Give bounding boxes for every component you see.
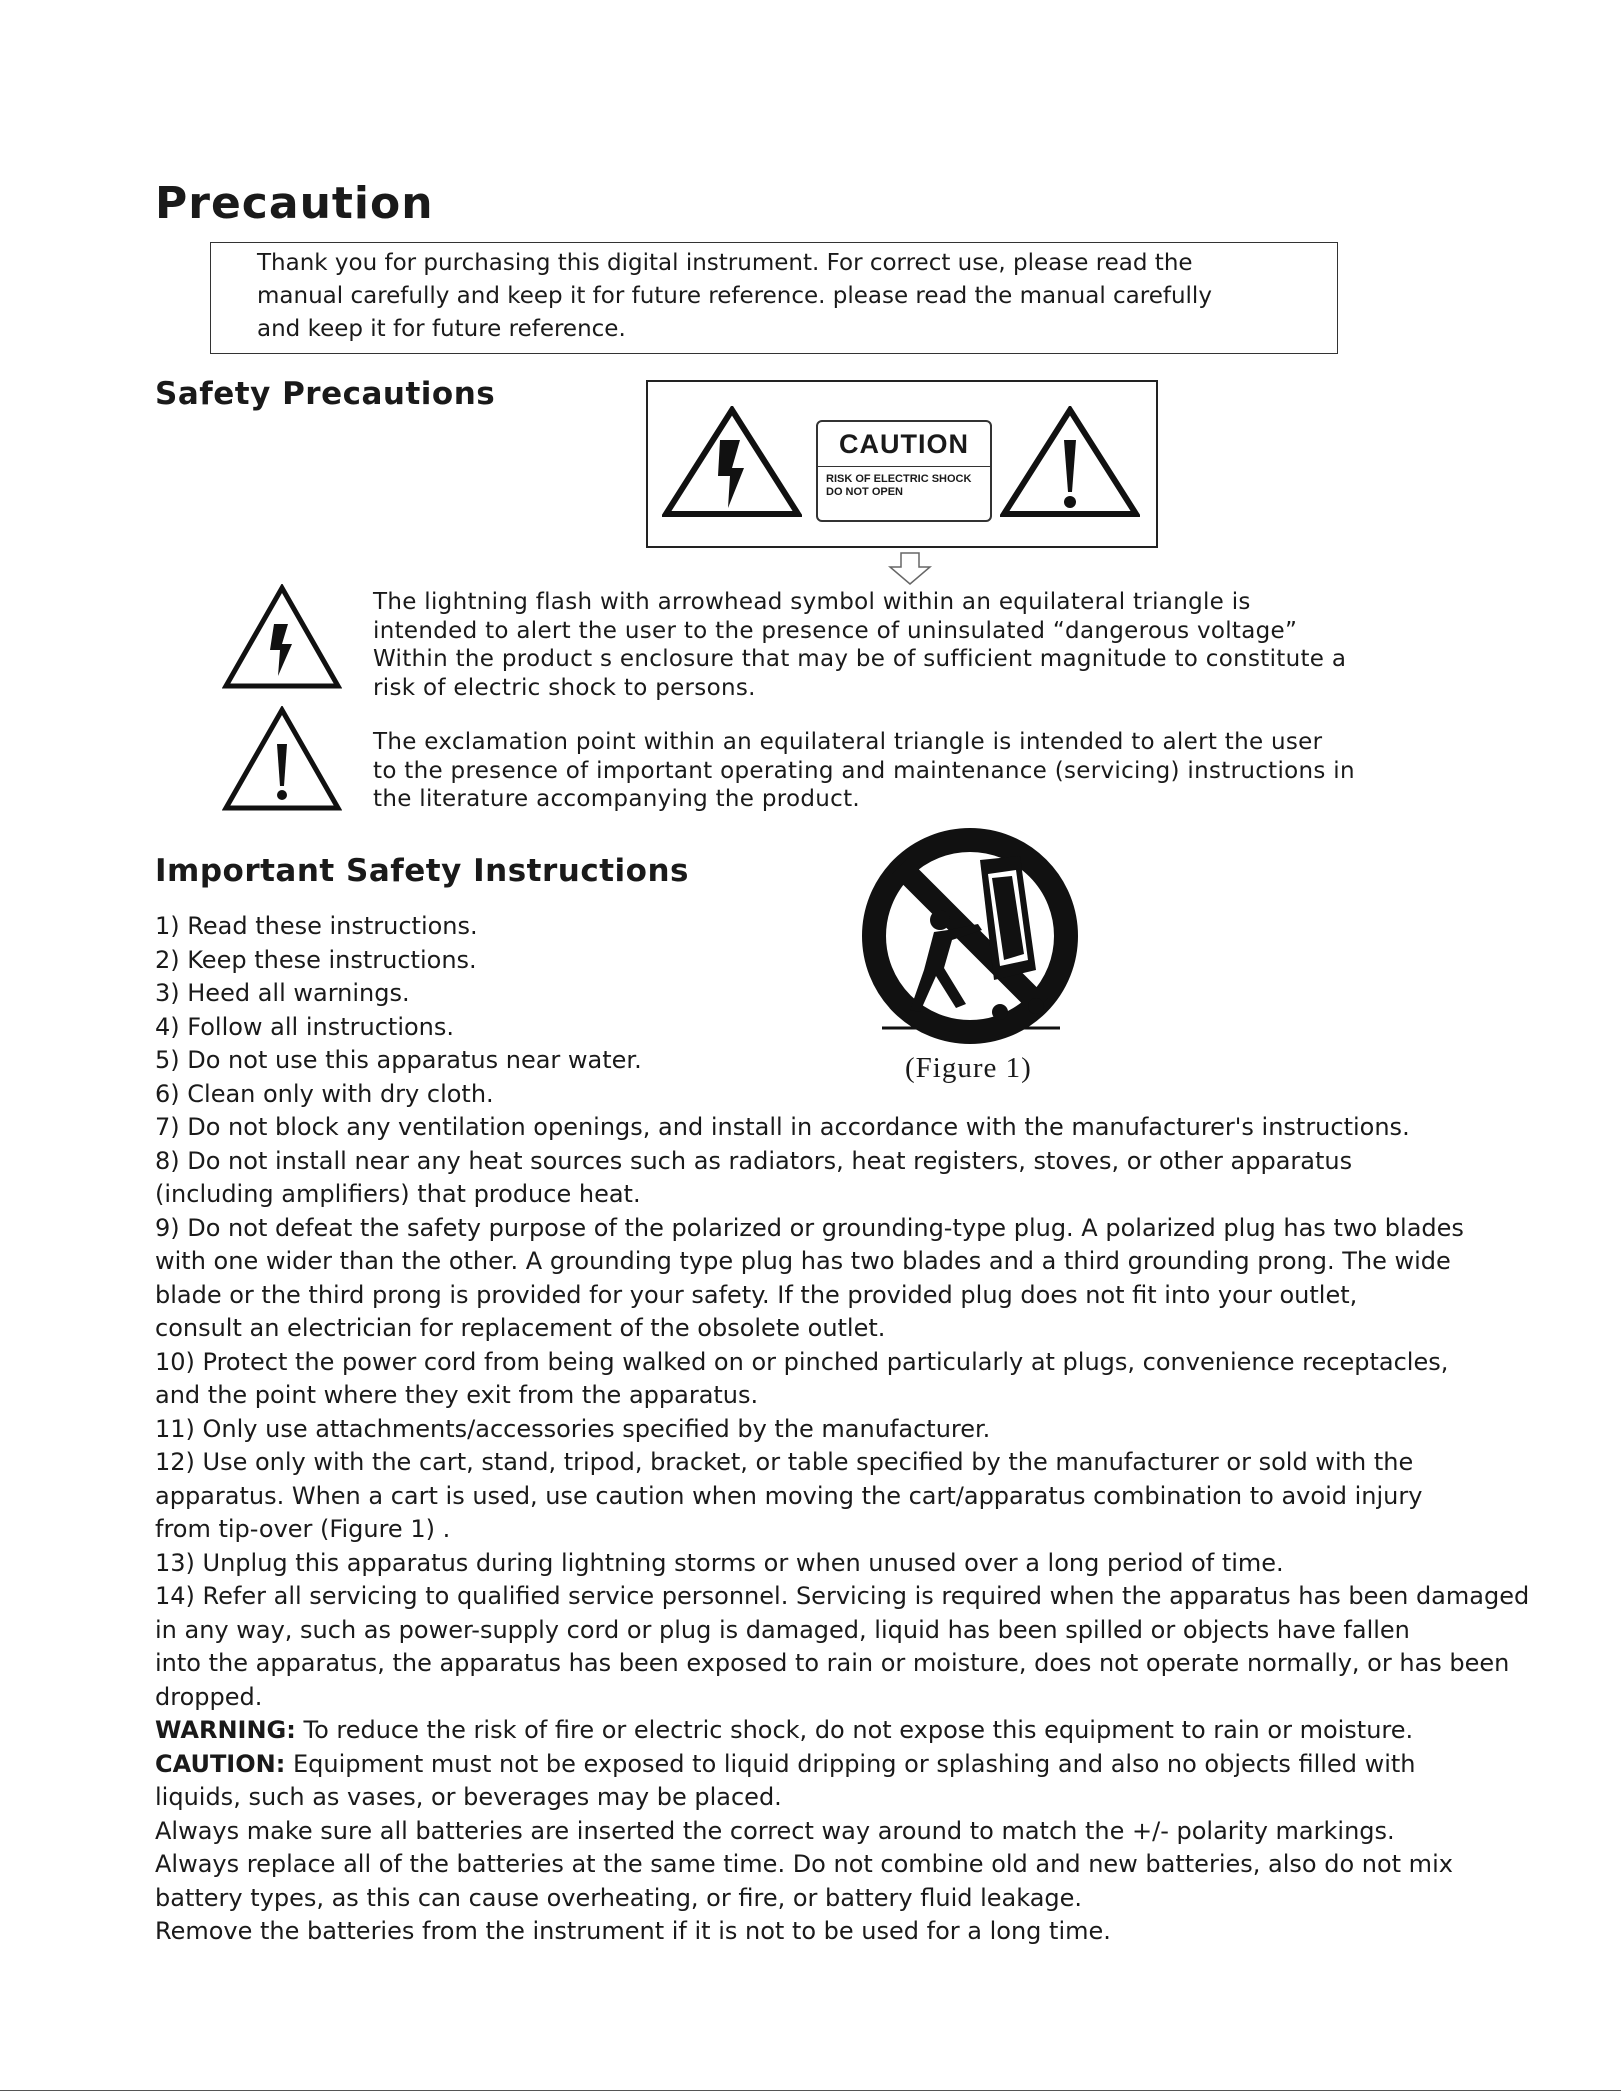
intro-line: Thank you for purchasing this digital instrument. For correct use, please read the — [257, 250, 1193, 276]
instruction-line: consult an electrician for replacement of the obsolete outlet. — [155, 1314, 886, 1342]
desc-line: The exclamation point within an equilateral triangle is intended to alert the user — [373, 729, 1323, 755]
instruction-line: 5) Do not use this apparatus near water. — [155, 1046, 642, 1074]
instruction-line: 4) Follow all instructions. — [155, 1012, 455, 1041]
lightning-triangle-icon — [222, 584, 342, 690]
instruction-line: and the point where they exit from the apparatus. — [155, 1381, 759, 1409]
desc-line: risk of electric shock to persons. — [373, 674, 756, 701]
instruction-line: 9) Do not defeat the safety purpose of the polarized or grounding-type plug. A polarized plug has two blades — [155, 1213, 1464, 1242]
exclamation-warning-icon — [1000, 406, 1140, 518]
caution-label — [816, 420, 992, 522]
instruction-line: 13) Unplug this apparatus during lightning storms or when unused over a long period of time. — [155, 1548, 1284, 1577]
instruction-line: in any way, such as power-supply cord or plug is damaged, liquid has been spilled or objects have fallen — [155, 1615, 1410, 1644]
instruction-line: 6) Clean only with dry cloth. — [155, 1079, 494, 1108]
lightning-description — [373, 588, 1346, 702]
instruction-line: (including amplifiers) that produce heat. — [155, 1180, 641, 1208]
safety-instructions-list — [155, 910, 1529, 1949]
instruction-line: 7) Do not block any ventilation openings, and install in accordance with the manufacturer's instructions. — [155, 1113, 1410, 1141]
warning-line — [155, 1714, 1529, 1748]
warning-label: WARNING: — [155, 1716, 296, 1744]
instruction-line: from tip-over (Figure 1) . — [155, 1515, 451, 1543]
instruction-line: 1) Read these instructions. — [155, 912, 478, 940]
safety-precautions-heading: Safety Precautions — [155, 376, 496, 412]
instruction-line: 12) Use only with the cart, stand, tripod, bracket, or table specified by the manufacturer or sold with the — [155, 1448, 1414, 1476]
caution-text-label: CAUTION: — [155, 1749, 286, 1778]
down-arrow-icon — [888, 552, 932, 586]
exclamation-description — [373, 728, 1355, 814]
battery-line: Remove the batteries from the instrument if it is not to be used for a long time. — [155, 1917, 1111, 1945]
figure-caption: (Figure 1) — [905, 1052, 1032, 1084]
desc-line: intended to alert the user to the presence of uninsulated “dangerous voltage” — [373, 617, 1298, 644]
exclamation-triangle-icon — [222, 706, 342, 812]
instruction-line: 8) Do not install near any heat sources such as radiators, heat registers, stoves, or other apparatus — [155, 1146, 1353, 1175]
intro-line: and keep it for future reference. — [257, 316, 626, 342]
desc-line: to the presence of important operating and maintenance (servicing) instructions in — [373, 757, 1355, 784]
desc-line: Within the product s enclosure that may be of sufficient magnitude to constitute a — [373, 646, 1347, 672]
desc-line: the literature accompanying the product. — [373, 786, 861, 812]
caution-line — [155, 1748, 1529, 1782]
caution-text: Equipment must not be exposed to liquid dripping or splashing and also no objects filled with — [285, 1749, 1416, 1778]
instruction-line: 3) Heed all warnings. — [155, 979, 410, 1007]
battery-line: Always replace all of the batteries at the same time. Do not combine old and new batteries, also do not mix — [155, 1850, 1453, 1878]
caution-title: CAUTION — [818, 422, 990, 467]
instruction-line: 14) Refer all servicing to qualified service personnel. Servicing is required when the apparatus has been damaged — [155, 1582, 1530, 1610]
caution-label-box — [646, 380, 1158, 548]
desc-line: The lightning flash with arrowhead symbol within an equilateral triangle is — [373, 589, 1251, 615]
warning-text: To reduce the risk of fire or electric shock, do not expose this equipment to rain or moisture. — [295, 1716, 1414, 1744]
caution-line-2: liquids, such as vases, or beverages may be placed. — [155, 1783, 782, 1811]
instruction-line: dropped. — [155, 1682, 263, 1711]
instruction-line: 2) Keep these instructions. — [155, 945, 477, 974]
page-title: Precaution — [155, 178, 434, 229]
battery-line: battery types, as this can cause overheating, or fire, or battery fluid leakage. — [155, 1883, 1083, 1912]
instruction-line: apparatus. When a cart is used, use caution when moving the cart/apparatus combination to avoid injury — [155, 1481, 1423, 1510]
instruction-line: 10) Protect the power cord from being walked on or pinched particularly at plugs, convenience receptacles, — [155, 1347, 1449, 1376]
instruction-line: with one wider than the other. A grounding type plug has two blades and a third grounding prong. The wide — [155, 1247, 1451, 1275]
instruction-line: into the apparatus, the apparatus has been exposed to rain or moisture, does not operate normally, or has been — [155, 1649, 1510, 1677]
instruction-line: blade or the third prong is provided for your safety. If the provided plug does not fit into your outlet, — [155, 1280, 1358, 1309]
intro-line: manual carefully and keep it for future reference. please read the manual carefully — [257, 283, 1212, 309]
instruction-line: 11) Only use attachments/accessories specified by the manufacturer. — [155, 1414, 991, 1443]
important-instructions-heading: Important Safety Instructions — [155, 853, 689, 889]
caution-line2: DO NOT OPEN — [826, 486, 904, 498]
intro-box — [210, 242, 1338, 354]
battery-line: Always make sure all batteries are inserted the correct way around to match the +/- polarity markings. — [155, 1816, 1395, 1845]
page-bottom-border — [0, 2090, 1621, 2091]
caution-line1: RISK OF ELECTRIC SHOCK — [826, 473, 972, 485]
lightning-warning-icon — [662, 406, 802, 518]
